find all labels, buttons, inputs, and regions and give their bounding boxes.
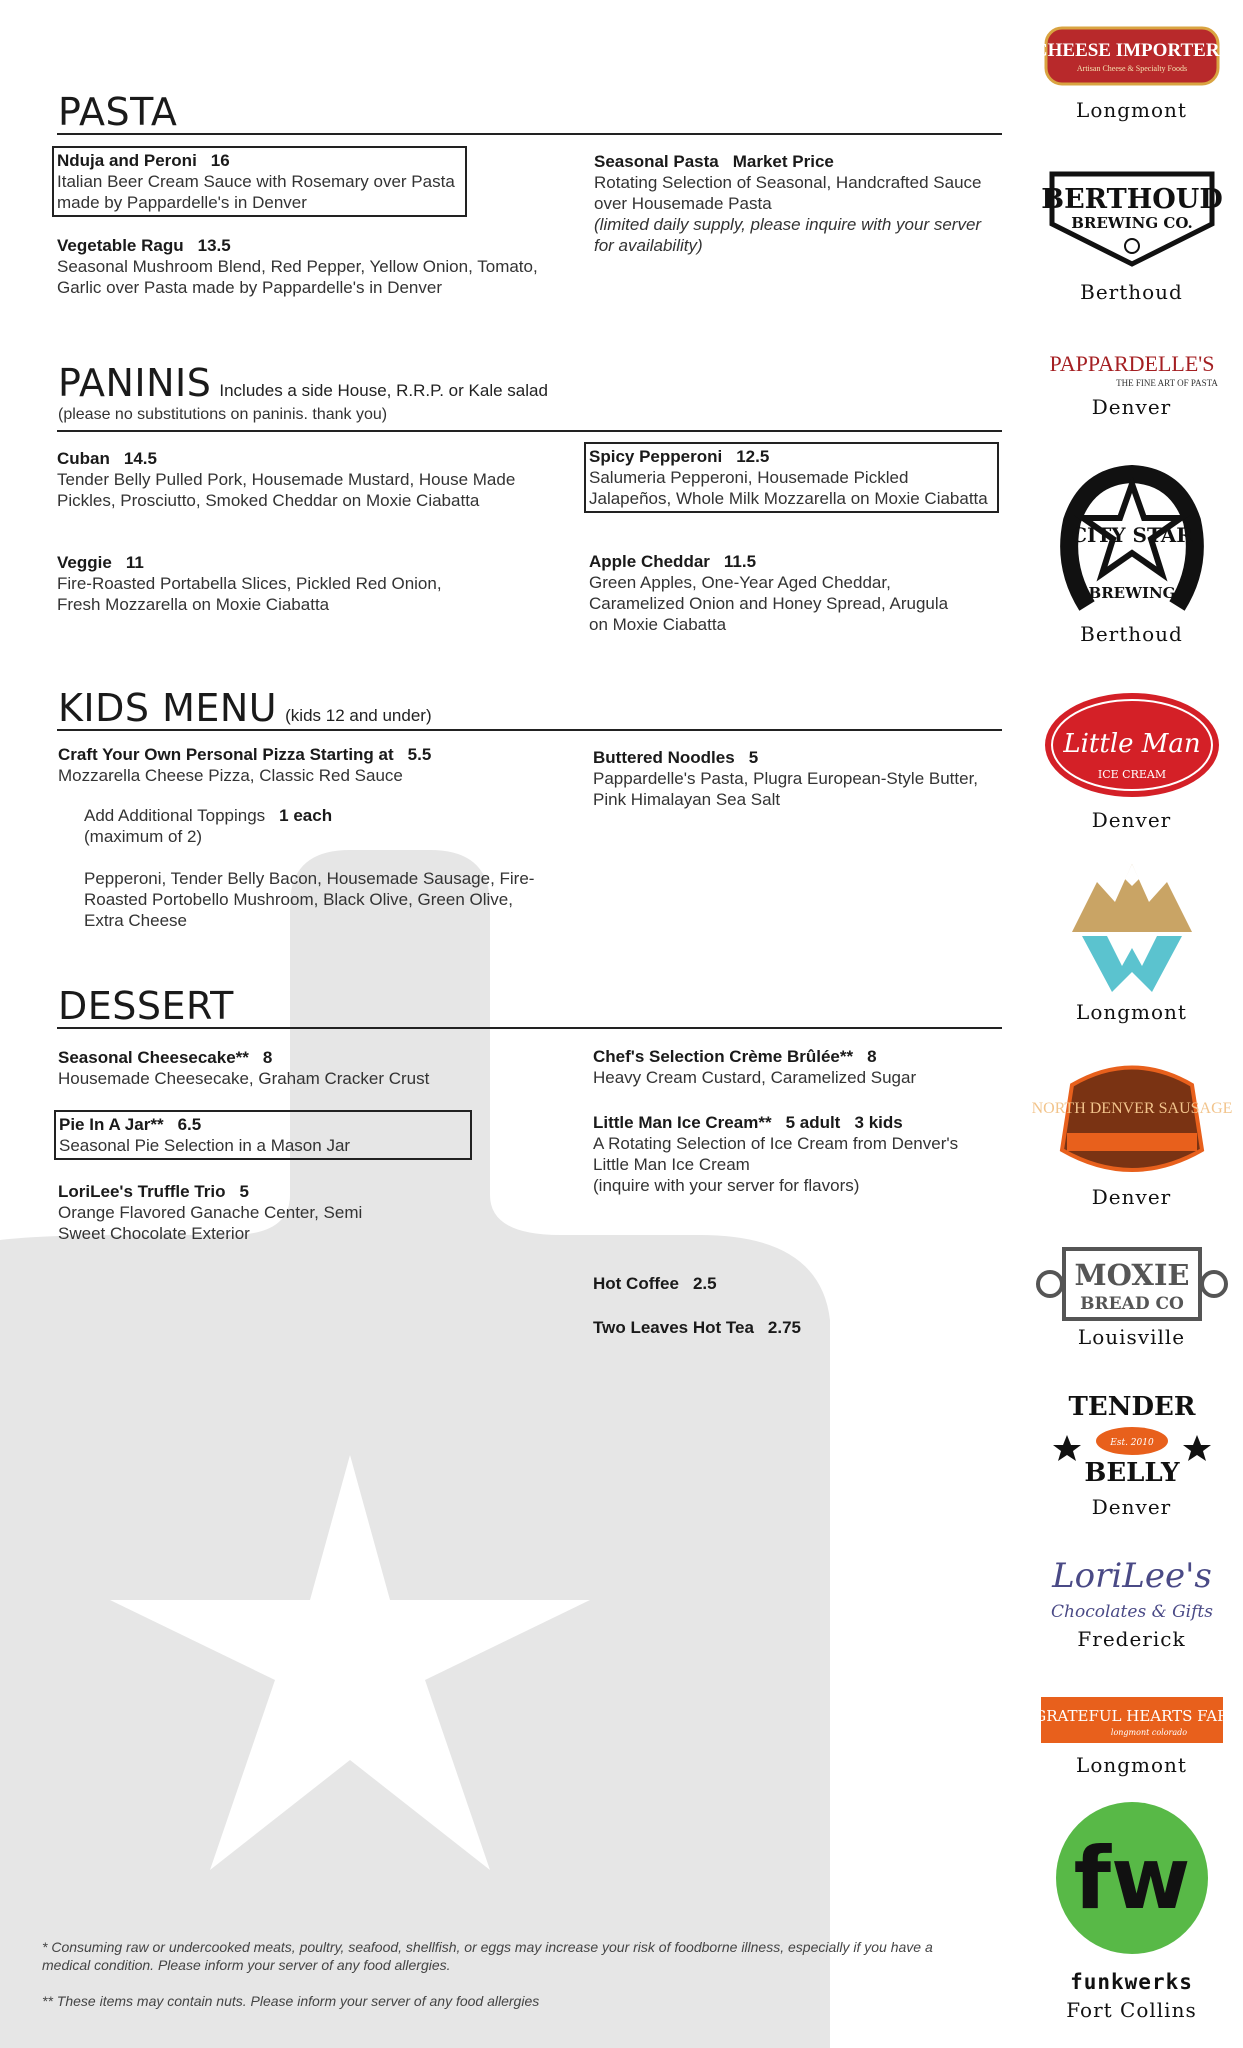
partner-cheese-importers bbox=[1020, 22, 1243, 122]
item-desc: Seasonal Pie Selection in a Mason Jar bbox=[59, 1136, 351, 1155]
city-star-logo bbox=[1057, 466, 1207, 622]
partner-lorilees bbox=[1020, 1545, 1243, 1651]
logo-text: PAPPARDELLE'S bbox=[1049, 351, 1214, 376]
item-price: 5 bbox=[748, 748, 759, 767]
item-name: Cuban bbox=[57, 449, 110, 468]
item-name: Veggie bbox=[57, 553, 112, 572]
item-note: (inquire with your server for flavors) bbox=[593, 1176, 860, 1195]
menu-item-apple-cheddar bbox=[589, 551, 949, 635]
menu-item-seasonal-pasta bbox=[594, 151, 1004, 256]
footnotes bbox=[42, 1938, 982, 2028]
section-title-text: PANINIS bbox=[58, 361, 212, 405]
section-header bbox=[57, 674, 1002, 731]
logo-text: fw bbox=[1073, 1829, 1190, 1929]
logo-text: GRATEFUL HEARTS FARM bbox=[1033, 1707, 1243, 1725]
item-name: Seasonal Pasta bbox=[594, 152, 719, 171]
logo-text: CHEESE IMPORTERS bbox=[1033, 40, 1230, 61]
logo-text: BERTHOUD bbox=[1040, 184, 1223, 215]
item-desc: Tender Belly Pulled Pork, Housemade Mustard, House Made Pickles, Prosciutto, Smoked Cheddar on Moxie Ciabatta bbox=[57, 470, 516, 510]
toppings-label: Add Additional Toppings bbox=[84, 806, 266, 825]
pappardelles-logo bbox=[1037, 345, 1227, 395]
funkwerks-logo bbox=[1047, 1800, 1217, 1970]
item-desc: Heavy Cream Custard, Caramelized Sugar bbox=[593, 1068, 917, 1087]
item-desc: Mozzarella Cheese Pizza, Classic Red Sauce bbox=[58, 766, 403, 785]
partner-tender-belly bbox=[1020, 1385, 1243, 1519]
svg-text:TENDER: TENDER bbox=[1068, 1392, 1195, 1422]
partner-city: Denver bbox=[1091, 1185, 1172, 1209]
menu-item-nduja bbox=[52, 146, 467, 217]
item-desc: Fire-Roasted Portabella Slices, Pickled Red Onion, Fresh Mozzarella on Moxie Ciabatta bbox=[57, 574, 442, 614]
logo-tagline: BREAD CO bbox=[1079, 1294, 1184, 1314]
partner-city: Denver bbox=[1091, 395, 1172, 419]
menu-item-personal-pizza bbox=[58, 744, 518, 786]
item-desc: Seasonal Mushroom Blend, Red Pepper, Yellow Onion, Tomato, Garlic over Pasta made by Pappardelle's in Denver bbox=[57, 257, 538, 297]
partner-city: Louisville bbox=[1077, 1325, 1186, 1349]
item-name: Hot Coffee bbox=[593, 1274, 679, 1293]
item-desc: Green Apples, One-Year Aged Cheddar, Caramelized Onion and Honey Spread, Arugula on Moxie Ciabatta bbox=[589, 573, 949, 634]
item-name: Vegetable Ragu bbox=[57, 236, 184, 255]
logo-tagline: BREWING bbox=[1088, 584, 1175, 602]
berthoud-brewing-logo bbox=[1042, 164, 1222, 274]
item-name: Two Leaves Hot Tea bbox=[593, 1318, 754, 1337]
menu-item-spicy-pepperoni bbox=[584, 442, 999, 513]
menu-item-vegetable-ragu bbox=[57, 235, 577, 298]
menu-item-seasonal-cheesecake bbox=[58, 1047, 538, 1089]
item-price: 16 bbox=[210, 151, 230, 170]
partner-city: Denver bbox=[1091, 1495, 1172, 1519]
partner-tagline: funkwerks bbox=[1070, 1970, 1193, 1994]
little-man-logo bbox=[1037, 688, 1227, 802]
item-name: LoriLee's Truffle Trio bbox=[58, 1182, 226, 1201]
logo-tagline: BREWING CO. bbox=[1070, 214, 1193, 232]
section-subtitle: Includes a side House, R.R.P. or Kale salad bbox=[219, 381, 548, 400]
logo-tagline: longmont colorado bbox=[1110, 1728, 1187, 1737]
star-icon bbox=[1053, 1435, 1081, 1461]
partner-pappardelles bbox=[1020, 345, 1243, 419]
item-price: 5 adult 3 kids bbox=[785, 1113, 903, 1132]
pizza-toppings bbox=[84, 805, 544, 931]
menu-item-creme-brulee bbox=[593, 1046, 1013, 1088]
item-desc: Orange Flavored Ganache Center, Semi Sweet Chocolate Exterior bbox=[58, 1203, 363, 1243]
partner-moxie-bread bbox=[1020, 1243, 1243, 1349]
partner-city: Longmont bbox=[1076, 98, 1187, 122]
partner-grateful-hearts-farm bbox=[1020, 1693, 1243, 1777]
lorilees-logo bbox=[1052, 1545, 1212, 1627]
partner-little-man bbox=[1020, 688, 1243, 832]
item-price: 2.5 bbox=[692, 1274, 717, 1293]
menu-item-veggie bbox=[57, 552, 457, 615]
logo-text: LoriLee's bbox=[1051, 1556, 1212, 1596]
partner-city: Berthoud bbox=[1080, 622, 1183, 646]
logo-text: CITY STAR bbox=[1070, 523, 1193, 547]
item-name: Little Man Ice Cream** bbox=[593, 1113, 772, 1132]
item-name: Apple Cheddar bbox=[589, 552, 710, 571]
logo-tagline: Est. 2010 bbox=[1109, 1438, 1154, 1448]
grateful-hearts-farm-logo bbox=[1033, 1693, 1243, 1747]
toppings-list: Pepperoni, Tender Belly Bacon, Housemade Sausage, Fire-Roasted Portobello Mushroom, Black Olive, Green Olive, Extra Cheese bbox=[84, 869, 535, 930]
section-note: (please no substitutions on paninis. thank you) bbox=[58, 406, 388, 423]
logo-text: Little Man bbox=[1062, 729, 1201, 759]
partner-mountain-w bbox=[1020, 854, 1243, 1024]
menu-item-hot-tea bbox=[593, 1317, 893, 1338]
item-desc: Housemade Cheesecake, Graham Cracker Crust bbox=[58, 1069, 430, 1088]
item-name: Seasonal Cheesecake** bbox=[58, 1048, 249, 1067]
item-price: 13.5 bbox=[197, 236, 231, 255]
section-dessert bbox=[57, 972, 1002, 1027]
menu-item-hot-coffee bbox=[593, 1273, 893, 1294]
partner-city: Frederick bbox=[1077, 1627, 1186, 1651]
partner-city-star-brewing bbox=[1020, 466, 1243, 646]
item-desc: Rotating Selection of Seasonal, Handcrafted Sauce over Housemade Pasta bbox=[594, 173, 982, 213]
cheese-importers-logo bbox=[1033, 22, 1230, 92]
menu-item-cuban bbox=[57, 448, 527, 511]
section-header bbox=[57, 350, 1002, 432]
moxie-bread-logo bbox=[1034, 1243, 1230, 1325]
item-name: Chef's Selection Crème Brûlée** bbox=[593, 1047, 854, 1066]
item-price: 6.5 bbox=[177, 1115, 202, 1134]
partner-sidebar bbox=[1020, 0, 1243, 2048]
item-name: Buttered Noodles bbox=[593, 748, 735, 767]
section-title bbox=[58, 686, 432, 730]
item-price: 8 bbox=[262, 1048, 273, 1067]
item-price: 11.5 bbox=[723, 552, 757, 571]
item-desc: Pappardelle's Pasta, Plugra European-Style Butter, Pink Himalayan Sea Salt bbox=[593, 769, 979, 809]
item-price: 14.5 bbox=[123, 449, 157, 468]
section-title bbox=[58, 361, 548, 405]
north-denver-sausage-logo bbox=[1031, 1055, 1232, 1185]
menu-item-pie-in-a-jar bbox=[54, 1110, 472, 1160]
logo-text: NORTH DENVER SAUSAGE bbox=[1031, 1100, 1232, 1117]
partner-funkwerks bbox=[1020, 1800, 1243, 2022]
section-kids-menu bbox=[57, 674, 1002, 729]
section-header bbox=[57, 78, 1002, 135]
item-price: 12.5 bbox=[736, 447, 770, 466]
logo-tagline: Chocolates & Gifts bbox=[1050, 1602, 1213, 1622]
item-desc: A Rotating Selection of Ice Cream from Denver's Little Man Ice Cream bbox=[593, 1134, 959, 1174]
footnote-nuts: ** These items may contain nuts. Please inform your server of any food allergies bbox=[42, 1993, 540, 2009]
item-price: 8 bbox=[867, 1047, 877, 1066]
logo-tagline: THE FINE ART OF PASTA bbox=[1115, 378, 1218, 388]
mountain-w-logo bbox=[1067, 854, 1197, 994]
item-price: Market Price bbox=[732, 152, 834, 171]
item-name: Craft Your Own Personal Pizza Starting at bbox=[58, 745, 394, 764]
logo-tagline: Artisan Cheese & Specialty Foods bbox=[1076, 64, 1187, 73]
menu-item-little-man-ice-cream bbox=[593, 1112, 993, 1196]
section-header bbox=[57, 972, 1002, 1029]
section-title: DESSERT bbox=[58, 984, 234, 1028]
item-price: 2.75 bbox=[767, 1318, 802, 1337]
toppings-limit: (maximum of 2) bbox=[84, 827, 203, 846]
item-desc: Salumeria Pepperoni, Housemade Pickled Jalapeños, Whole Milk Mozzarella on Moxie Ciabatta bbox=[589, 468, 988, 508]
toppings-price: 1 each bbox=[279, 806, 333, 825]
section-subtitle: (kids 12 and under) bbox=[285, 706, 432, 725]
partner-city: Longmont bbox=[1076, 1000, 1187, 1024]
section-title-text: KIDS MENU bbox=[58, 686, 278, 730]
item-name: Spicy Pepperoni bbox=[589, 447, 723, 466]
star-icon bbox=[1183, 1435, 1211, 1461]
footnote-raw-food: * Consuming raw or undercooked meats, poultry, seafood, shellfish, or eggs may increase your risk of foodborne illness, especially if you have a medical condition. Please inform your server of any food allergies. bbox=[42, 1939, 933, 1973]
partner-city: Berthoud bbox=[1080, 280, 1183, 304]
partner-north-denver-sausage bbox=[1020, 1055, 1243, 1209]
section-title: PASTA bbox=[58, 90, 178, 134]
section-paninis bbox=[57, 350, 1002, 430]
menu-item-buttered-noodles bbox=[593, 747, 993, 810]
logo-tagline: ICE CREAM bbox=[1097, 768, 1166, 781]
logo-text: MOXIE bbox=[1073, 1258, 1190, 1292]
item-price: 11 bbox=[125, 553, 144, 572]
section-pasta bbox=[57, 78, 1002, 133]
partner-city: Longmont bbox=[1076, 1753, 1187, 1777]
item-price: 5 bbox=[239, 1182, 249, 1201]
item-note: (limited daily supply, please inquire with your server for availability) bbox=[594, 215, 982, 255]
item-price: 5.5 bbox=[407, 745, 432, 764]
svg-text:BELLY: BELLY bbox=[1083, 1458, 1180, 1488]
item-name: Pie In A Jar** bbox=[59, 1115, 164, 1134]
partner-berthoud-brewing bbox=[1020, 164, 1243, 304]
tender-belly-logo bbox=[1047, 1385, 1217, 1495]
item-name: Nduja and Peroni bbox=[57, 151, 197, 170]
menu-item-truffle-trio bbox=[58, 1181, 408, 1244]
partner-city: Denver bbox=[1091, 808, 1172, 832]
partner-city: Fort Collins bbox=[1066, 1998, 1197, 2022]
item-desc: Italian Beer Cream Sauce with Rosemary over Pasta made by Pappardelle's in Denver bbox=[57, 172, 455, 212]
